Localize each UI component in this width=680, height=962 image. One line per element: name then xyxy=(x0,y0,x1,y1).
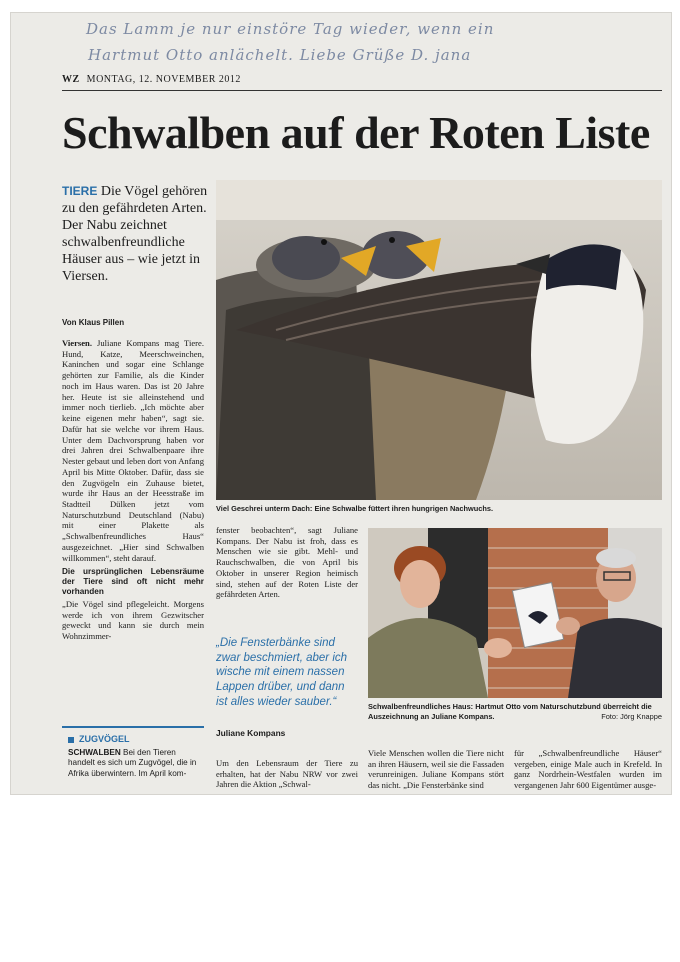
photo-credit: Foto: Jörg Knappe xyxy=(601,711,662,721)
photo-swallow-feeding xyxy=(216,180,662,500)
paper-name: WZ xyxy=(62,74,80,85)
column-3-paragraph: Viele Menschen wollen die Tiere nicht an ihren Häusern, weil sie die Fassaden verunreinigen. Juliane Kompans stört das nicht. „Die Fensterbänke sind xyxy=(368,748,504,791)
teaser-text: Die Vögel gehören zu den gefährdeten Arten. Der Nabu zeichnet schwalbenfreundliche Häuser aus – wie jetzt in Viersen. xyxy=(62,184,208,285)
column-1-paragraph-2: „Die Vögel sind pflegeleicht. Morgens werde ich von ihrem Gezwitscher geweckt und kann sie durch mein Wohnzimmer- xyxy=(62,598,204,642)
pull-quote: „Die Fensterbänke sind zwar beschmiert, aber ich wische mit einem nassen Lappen drüber, und dann ist alles wieder sauber.“ xyxy=(216,637,348,708)
info-box-lead: SCHWALBEN xyxy=(68,748,121,757)
photo-2-caption xyxy=(368,702,662,721)
article-headline: Schwalben auf der Roten Liste xyxy=(62,107,650,158)
award-photo-image xyxy=(368,528,662,698)
column-2 xyxy=(216,525,358,604)
byline: Von Klaus Pillen xyxy=(62,318,125,327)
column-4-paragraph: für „Schwalbenfreundliche Häuser“ vergeben, einige Male auch in Krefeld. In ganz Nordrhein-Westfalen wurden im vergangenen Jahr 600 Eigentümer ausge- xyxy=(514,748,662,791)
info-box-text: Bei den Tieren handelt es sich um Zugvögel, die in Afrika überwintern. Im April kom- xyxy=(68,748,197,778)
info-box-zugvoegel xyxy=(62,726,204,794)
handwritten-note-line-2: Hartmut Otto anlächelt. Liebe Grüße D. jana xyxy=(88,46,472,64)
column-3 xyxy=(368,748,504,795)
topic-tag: TIERE xyxy=(62,184,98,198)
info-box-body xyxy=(68,748,204,779)
subheading: Die ursprünglichen Lebensräume der Tiere sind oft nicht mehr vorhanden xyxy=(62,567,204,597)
info-box-header xyxy=(68,734,204,744)
handwritten-note-line-1: Das Lamm je nur einstöre Tag wieder, wenn ein xyxy=(86,20,495,38)
swallow-photo-image xyxy=(216,180,662,500)
column-2-continued xyxy=(216,758,358,794)
column-1 xyxy=(62,338,204,646)
column-2-paragraph-1: fenster beobachten“, sagt Juliane Kompans. Der Nabu ist froh, dass es Menschen wie sie gibt. Mehl- und Rauchschwalben, die von April bis Oktober in unserer Region heimisch sind, stehen auf der Roten Liste der gefährdeten Arten. xyxy=(216,525,358,600)
dateline xyxy=(62,74,241,85)
issue-date: MONTAG, 12. NOVEMBER 2012 xyxy=(86,74,241,85)
photo-award-handover xyxy=(368,528,662,698)
column-1-paragraph-1: Juliane Kompans mag Tiere. Hund, Katze, Meerschweinchen, Kaninchen und sogar eine Schlange gehörten zur Familie, als die Kinder noch im Haus waren. Das ist 20 Jahre her. Heute ist sie alleinstehend und immer noch tierlieb. „Ich möchte aber keine eigenen mehr haben“, sagt sie. Dafür hat sie welche vor ihrem Haus. Unter dem Dachvorsprung haben vor drei Jahren drei Schwalbenpaare ihre Nester gebaut und leben dort von Anfang April bis Mitte Oktober. Dafür, dass sie den Zugvögeln ein Zuhause bietet, wurde ihr Haus an der Heesstraße im Stadtteil Dülken jetzt vom Naturschutzbund Deutschland (Nabu) mit einer Plakette als „Schwalbenfreundliches Haus“ ausgezeichnet. „Hier sind Schwalben willkommen“, steht darauf. xyxy=(62,338,204,563)
dateline-city: Viersen. xyxy=(62,338,92,348)
info-box-title: ZUGVÖGEL xyxy=(79,734,130,744)
column-2b-paragraph: Um den Lebensraum der Tiere zu erhalten, hat der Nabu NRW vor zwei Jahren die Aktion „Schwal- xyxy=(216,758,358,790)
square-bullet-icon xyxy=(68,737,74,743)
photo-2-caption-text: Schwalbenfreundliches Haus: Hartmut Otto vom Naturschutzbund überreicht die Auszeichnung an Juliane Kompans. xyxy=(368,702,652,721)
column-4 xyxy=(514,748,662,795)
pull-quote-author: Juliane Kompans xyxy=(216,728,286,738)
header-rule xyxy=(62,90,662,91)
photo-1-caption: Viel Geschrei unterm Dach: Eine Schwalbe füttert ihren hungrigen Nachwuchs. xyxy=(216,504,494,513)
teaser xyxy=(62,183,212,285)
